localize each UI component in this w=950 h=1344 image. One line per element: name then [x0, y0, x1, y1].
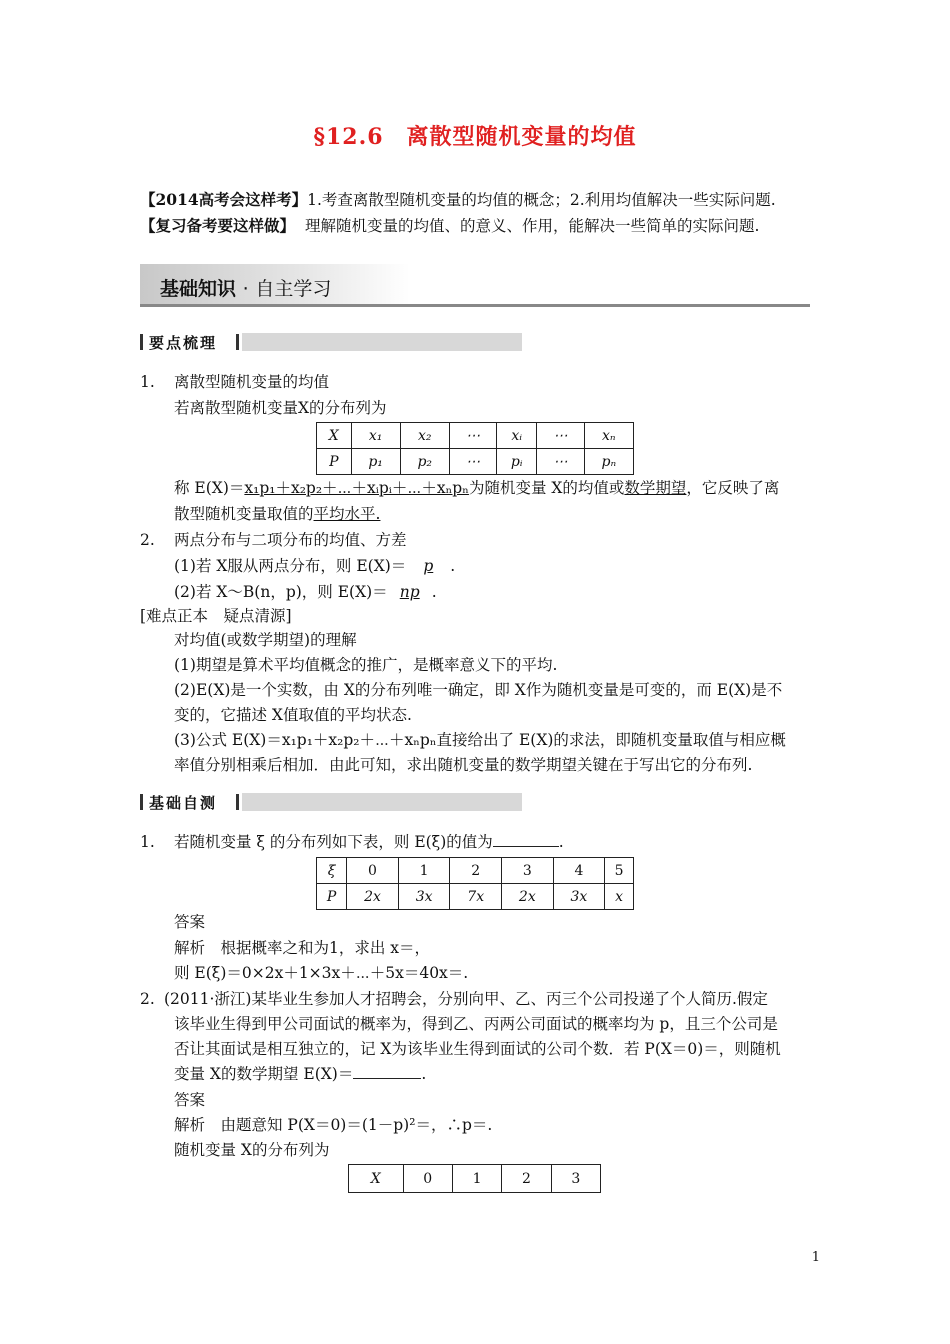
question-1-number: 1.	[140, 833, 155, 851]
table-cell: 3	[551, 1165, 600, 1193]
answer-blank	[493, 832, 559, 847]
point-2-line-1	[174, 556, 455, 576]
exam-tag-2: 【复习备考要这样做】	[140, 216, 296, 235]
definition-text: 散型随机变量取值的	[174, 505, 314, 523]
question-2-line-1: (2011·浙江)某毕业生参加人才招聘会，分别向甲、乙、丙三个公司投递了个人简历.假定	[164, 990, 768, 1008]
question-2-line-3: 否让其面试是相互独立的，记 X为该毕业生得到面试的公司个数．若 P(X＝0)＝，则随机	[174, 1040, 781, 1058]
table-row	[317, 858, 634, 884]
banner-bar-left	[140, 334, 143, 350]
answer-blank: p	[423, 557, 434, 575]
table-row	[317, 884, 634, 910]
table-cell: 7x	[450, 884, 502, 910]
definition-line-2	[174, 504, 380, 524]
page-number: 1	[811, 1250, 820, 1265]
table-cell: p₂	[400, 449, 449, 475]
point-2-heading: 两点分布与二项分布的均值、方差	[174, 531, 407, 549]
subsection-banner-2	[140, 793, 522, 811]
distribution-table-2	[316, 857, 634, 910]
table-cell: 4	[553, 858, 605, 884]
table-cell: 3	[502, 858, 554, 884]
point-1-intro: 若离散型随机变量X的分布列为	[174, 399, 387, 417]
table-row	[349, 1165, 601, 1193]
difficulty-line-5: 率值分别相乘后相加．由此可知，求出随机变量的数学期望关键在于写出它的分布列.	[174, 756, 753, 774]
table-cell: 1	[452, 1165, 501, 1193]
point-1-number: 1.	[140, 373, 155, 391]
table-cell: 2	[502, 1165, 551, 1193]
exam-text-2: 理解随机变量的均值、的意义、作用，能解决一些简单的实际问题.	[305, 217, 760, 235]
exam-line-2	[140, 216, 759, 236]
table-cell: ξ	[317, 858, 347, 884]
point-2-number: 2.	[140, 531, 155, 549]
exam-tag-1: 【2014高考会这样考】	[140, 190, 308, 209]
question-2-dist-intro: 随机变量 X的分布列为	[174, 1141, 330, 1159]
section-title-bold: 基础知识	[160, 278, 237, 300]
table-cell: 0	[347, 858, 399, 884]
difficulty-line-3: 变的，它描述 X值取值的平均状态.	[174, 706, 412, 724]
table-cell: ⋯	[537, 449, 584, 475]
table-cell: pₙ	[584, 449, 633, 475]
difficulty-heading: [难点正本 疑点清源]	[140, 607, 292, 625]
question-2-analysis: 解析 由题意知 P(X＝0)＝(1－p)²＝，∴p＝.	[174, 1116, 493, 1134]
table-cell: X	[317, 423, 352, 449]
question-1-answer-label: 答案	[174, 913, 206, 931]
banner-bar-left	[140, 794, 143, 810]
question-2-answer-label: 答案	[174, 1091, 206, 1109]
banner-fill	[242, 793, 522, 811]
banner-bar-right	[236, 794, 239, 810]
page-title: §12.6 离散型随机变量的均值	[313, 124, 637, 150]
table-cell: 2	[450, 858, 502, 884]
difficulty-topic: 对均值(或数学期望)的理解	[174, 631, 357, 649]
subsection-title-1: 要点梳理	[149, 334, 218, 352]
point-2-line-2	[174, 582, 437, 602]
table-row	[317, 423, 634, 449]
line-text: (1)若 X服从两点分布，则 E(X)＝	[174, 557, 407, 575]
question-1-calc: 则 E(ξ)＝0×2x＋1×3x＋⋯＋5x＝40x＝.	[174, 964, 469, 982]
table-cell: 0	[403, 1165, 452, 1193]
subsection-banner-1	[140, 333, 522, 351]
question-text: .	[421, 1065, 427, 1083]
banner-fill	[242, 333, 522, 351]
table-cell: ⋯	[449, 423, 496, 449]
definition-line-1	[174, 478, 779, 498]
table-cell: 2x	[347, 884, 399, 910]
table-row	[317, 449, 634, 475]
question-text: .	[558, 833, 564, 851]
question-text: 若随机变量 ξ 的分布列如下表，则 E(ξ)的值为	[174, 833, 493, 851]
table-cell: pᵢ	[497, 449, 537, 475]
table-cell: x₁	[351, 423, 400, 449]
section-banner	[140, 264, 810, 308]
table-cell: X	[349, 1165, 404, 1193]
answer-blank	[353, 1064, 421, 1079]
table-cell: xₙ	[584, 423, 633, 449]
line-text: .	[450, 557, 456, 575]
definition-text: ，它反映了离	[686, 479, 780, 497]
answer-blank: np	[399, 583, 420, 601]
point-1-heading: 离散型随机变量的均值	[174, 373, 330, 391]
line-text: (2)若 X～B(n，p)，则 E(X)＝	[174, 583, 388, 601]
table-cell: xᵢ	[497, 423, 537, 449]
table-cell: ⋯	[449, 449, 496, 475]
table-cell: 3x	[398, 884, 450, 910]
question-2-number: 2.	[140, 990, 155, 1008]
table-cell: 2x	[502, 884, 554, 910]
table-cell: ⋯	[537, 423, 584, 449]
definition-term: 数学期望	[624, 479, 687, 497]
section-separator: ·	[242, 278, 249, 300]
subsection-title-2: 基础自测	[149, 794, 218, 812]
table-cell: P	[317, 449, 352, 475]
section-title-light: 自主学习	[255, 278, 332, 300]
table-cell: 1	[398, 858, 450, 884]
difficulty-line-4: (3)公式 E(X)＝x₁p₁＋x₂p₂＋⋯＋xₙpₙ直接给出了 E(X)的求法，即随机变量取值与相应概	[174, 731, 786, 749]
table-cell: 5	[605, 858, 634, 884]
question-1-analysis: 解析 根据概率之和为1，求出 x＝，	[174, 939, 431, 957]
question-2-line-2: 该毕业生得到甲公司面试的概率为，得到乙、丙两公司面试的概率均为 p，且三个公司是	[174, 1015, 778, 1033]
table-cell: 3x	[553, 884, 605, 910]
definition-text: 称 E(X)＝	[174, 479, 245, 497]
exam-line-1	[140, 190, 776, 210]
table-cell: p₁	[351, 449, 400, 475]
definition-term: 平均水平.	[313, 505, 381, 523]
table-cell: x	[605, 884, 634, 910]
definition-text: 为随机变量 X的均值或	[468, 479, 625, 497]
distribution-table-3	[348, 1164, 601, 1193]
section-title	[160, 274, 331, 301]
distribution-table-1	[316, 422, 634, 475]
difficulty-line-1: (1)期望是算术平均值概念的推广，是概率意义下的平均.	[174, 656, 558, 674]
line-text: .	[431, 583, 437, 601]
exam-text-1: 1.考查离散型随机变量的均值的概念；2.利用均值解决一些实际问题.	[307, 191, 776, 209]
banner-bar-right	[236, 334, 239, 350]
question-1-stem	[174, 832, 564, 852]
table-cell: P	[317, 884, 347, 910]
banner-rule	[140, 304, 810, 307]
table-cell: x₂	[400, 423, 449, 449]
difficulty-line-2: (2)E(X)是一个实数，由 X的分布列唯一确定，即 X作为随机变量是可变的，而 E(X)是不	[174, 681, 783, 699]
definition-formula: x₁p₁＋x₂p₂＋⋯＋xᵢpᵢ＋⋯＋xₙpₙ	[244, 479, 469, 497]
question-text: 变量 X的数学期望 E(X)＝	[174, 1065, 354, 1083]
question-2-line-4	[174, 1064, 426, 1084]
